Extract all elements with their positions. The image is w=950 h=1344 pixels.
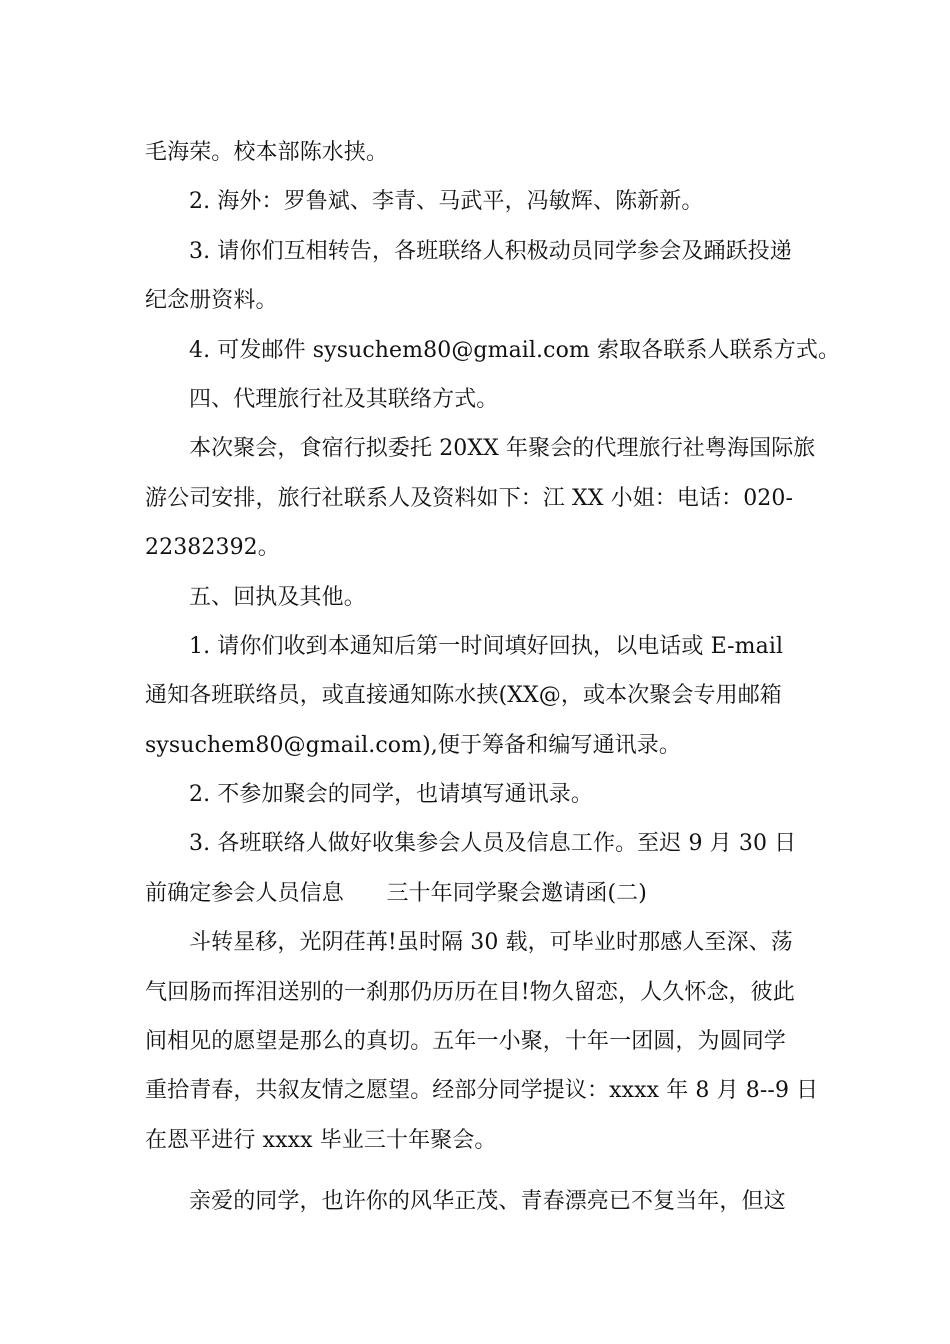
text-line: 在恩平进行 xxxx 毕业三十年聚会。 bbox=[145, 1127, 497, 1153]
text-line: 22382392。 bbox=[145, 535, 280, 561]
text-line: 1. 请你们收到本通知后第一时间填好回执，以电话或 E-mail bbox=[189, 633, 784, 659]
text-line: 前确定参会人员信息 三十年同学聚会邀请函(二) bbox=[145, 880, 647, 906]
text-line: 游公司安排，旅行社联系人及资料如下：江 XX 小姐：电话：020- bbox=[145, 485, 794, 511]
text-line: 纪念册资料。 bbox=[145, 288, 278, 314]
text-line: 通知各班联络员，或直接通知陈水挟(XX@，或本次聚会专用邮箱 bbox=[145, 683, 782, 709]
section-heading: 四、代理旅行社及其联络方式。 bbox=[189, 386, 499, 412]
text-line: 间相见的愿望是那么的真切。五年一小聚，十年一团圆，为圆同学 bbox=[145, 1029, 786, 1055]
text-line: 3. 各班联络人做好收集参会人员及信息工作。至迟 9 月 30 日 bbox=[189, 831, 797, 857]
paragraph-gap bbox=[145, 1165, 810, 1177]
text-line: 4. 可发邮件 sysuchem80@gmail.com 索取各联系人联系方式。 bbox=[189, 337, 841, 363]
text-line: sysuchem80@gmail.com),便于筹备和编写通讯录。 bbox=[145, 732, 681, 758]
text-line: 气回肠而挥泪送别的一刹那仍历历在目!物久留恋，人久怀念，彼此 bbox=[145, 979, 795, 1005]
text-line: 亲爱的同学，也许你的风华正茂、青春漂亮已不复当年，但这 bbox=[189, 1189, 786, 1215]
section-heading: 五、回执及其他。 bbox=[189, 584, 366, 610]
text-line: 毛海荣。校本部陈水挟。 bbox=[145, 140, 389, 165]
document-body bbox=[145, 128, 841, 1227]
text-line: 2. 不参加聚会的同学，也请填写通讯录。 bbox=[189, 782, 593, 808]
text-line: 重拾青春，共叙友情之愿望。经部分同学提议：xxxx 年 8 月 8--9 日 bbox=[145, 1078, 819, 1104]
text-line: 斗转星移，光阴荏苒!虽时隔 30 载，可毕业时那感人至深、荡 bbox=[189, 930, 793, 956]
text-line: 3. 请你们互相转告，各班联络人积极动员同学参会及踊跃投递 bbox=[189, 238, 792, 264]
text-line: 2. 海外：罗鲁斌、李青、马武平，冯敏辉、陈新新。 bbox=[189, 189, 704, 215]
text-line: 本次聚会，食宿行拟委托 20XX 年聚会的代理旅行社粤海国际旅 bbox=[189, 436, 816, 462]
